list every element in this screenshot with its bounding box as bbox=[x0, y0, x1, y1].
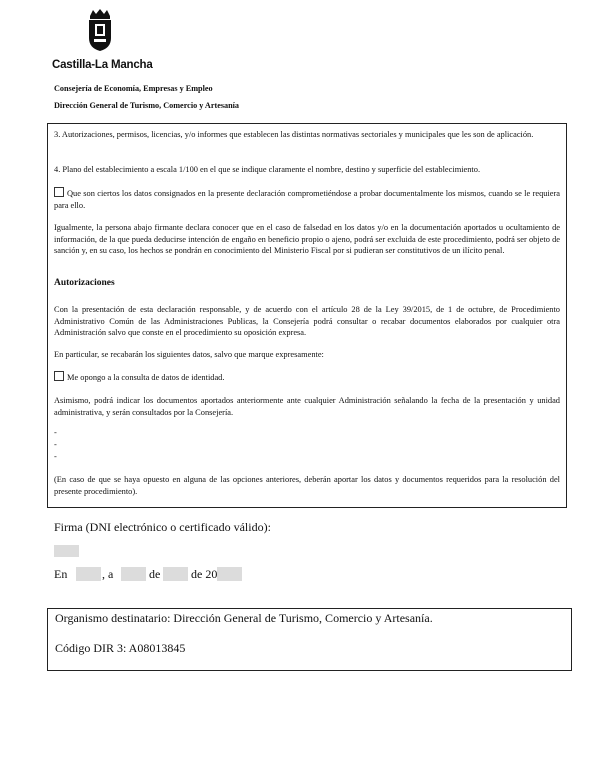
truth-checkbox-label: Que son ciertos los datos consignados en la presente declaración comprometiéndose a probar documentalmente los mismos, cuando se le requiera para ello. bbox=[54, 189, 560, 210]
autorizaciones-intro: Con la presentación de esta declaración responsable, y de acuerdo con el artículo 28 de la Ley 39/2015, de 1 de octubre, de Procedimiento Administrativo Común de las Administraciones Publicas, la Consejería podrá consultar o recabar documentos elaborados por cualquier otra Administración salvo que conste en el procedimiento su oposición expresa. bbox=[54, 305, 560, 337]
year-label: de 20 bbox=[191, 567, 218, 581]
signature-label: Firma (DNI electrónico o certificado válido): bbox=[54, 520, 271, 534]
document-entry-1[interactable]: - bbox=[54, 428, 57, 437]
day-field[interactable] bbox=[121, 567, 146, 581]
place-field[interactable] bbox=[76, 567, 101, 581]
signature-field[interactable] bbox=[54, 545, 79, 557]
oppose-checkbox[interactable] bbox=[54, 371, 64, 381]
year-field[interactable] bbox=[217, 567, 242, 581]
note-paragraph: (En caso de que se haya opuesto en alguna de las opciones anteriores, deberán aportar los datos y documentos requeridos para la resolución del presente procedimiento). bbox=[54, 475, 560, 496]
dir3-code: Código DIR 3: A08013845 bbox=[55, 641, 186, 655]
organismo-destinatario: Organismo destinatario: Dirección General de Turismo, Comercio y Artesanía. bbox=[55, 611, 433, 625]
logo-text: Castilla-La Mancha bbox=[52, 59, 153, 71]
falsedad-paragraph: Igualmente, la persona abajo firmante declara conocer que en el caso de falsedad en los datos y/o en la documentación aportados u ocultamiento de información, de la que pueda deducirse intención de engaño en beneficio propio o ajeno, podrá ser excluida de este procedimiento, podrá ser objeto de sanción y, en su caso, los hechos se pondrán en conocimiento del Ministerio Fiscal por si pudieran ser constitutivos de un ilícito penal. bbox=[54, 223, 560, 255]
asimismo-paragraph: Asimismo, podrá indicar los documentos aportados anteriormente ante cualquier Administración señalando la fecha de la presentación y unidad administrativa, y serán consultados por la Consejería. bbox=[54, 396, 560, 417]
place-label: En bbox=[54, 567, 68, 581]
logo bbox=[52, 8, 152, 72]
coat-of-arms-icon bbox=[87, 8, 113, 52]
item-4: 4. Plano del establecimiento a escala 1/100 en el que se indique claramente el nombre, destino y superficie del establecimiento. bbox=[54, 165, 481, 174]
oppose-statement bbox=[54, 371, 560, 384]
document-entry-2[interactable]: - bbox=[54, 440, 57, 449]
day-label: , a bbox=[102, 567, 114, 581]
directorate-name: Dirección General de Turismo, Comercio y Artesanía bbox=[54, 101, 240, 110]
particular-paragraph: En particular, se recabarán los siguientes datos, salvo que marque expresamente: bbox=[54, 350, 324, 359]
autorizaciones-heading: Autorizaciones bbox=[54, 278, 115, 288]
department-name: Consejería de Economía, Empresas y Empleo bbox=[54, 84, 213, 93]
truth-statement bbox=[54, 187, 560, 211]
truth-checkbox[interactable] bbox=[54, 187, 64, 197]
document-entry-3[interactable]: - bbox=[54, 452, 57, 461]
item-3: 3. Autorizaciones, permisos, licencias, y/o informes que establecen las distintas normativas sectoriales y municipales que les son de aplicación. bbox=[54, 130, 534, 139]
declaration-box bbox=[47, 123, 567, 508]
organismo-box bbox=[47, 608, 572, 671]
oppose-checkbox-label: Me opongo a la consulta de datos de identidad. bbox=[67, 373, 225, 382]
month-label: de bbox=[149, 567, 161, 581]
month-field[interactable] bbox=[163, 567, 188, 581]
